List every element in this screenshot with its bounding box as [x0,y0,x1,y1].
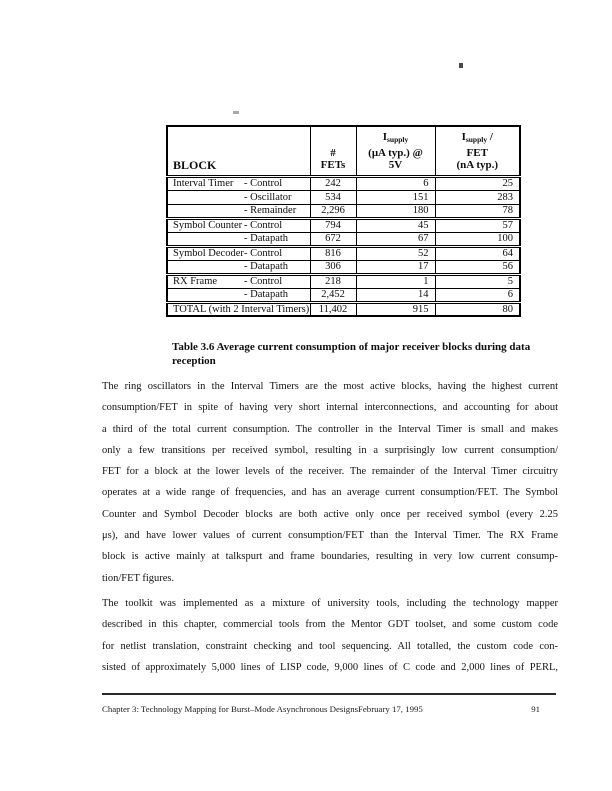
table-row: Symbol Decoder- Control 816 52 64 [167,246,520,260]
table-caption-line2: reception [172,354,216,367]
table-row: - Datapath 306 17 56 [167,260,520,274]
text-line: only a few transitions per received symbol, resulting in a surprisingly low current consumption/ [102,444,558,456]
scan-speck [459,63,463,68]
consumption-table [166,125,521,317]
table-row: Symbol Counter - Control 794 45 57 [167,218,520,232]
table-row: - Remainder 2,296 180 78 [167,204,520,218]
text-line: The toolkit was implemented as a mixture of university tools, including the technology mapper [102,597,558,609]
text-line: block is active mainly at talkspurt and frame boundaries, resulting in very low current consump- [102,551,558,563]
table-caption [172,341,552,368]
text-line: operates at a wide range of frequencies, and has an average current consumption/FET. The Symbol [102,487,558,499]
table-row: - Datapath 672 67 100 [167,232,520,246]
text-line: μs), and have lower values of current consumption/FET than the Interval Timer. The RX Frame [102,530,558,542]
table-row: - Oscillator 534 151 283 [167,190,520,204]
paragraph-1 [102,376,558,589]
table-row: RX Frame - Control 218 1 5 [167,274,520,288]
paragraph-2 [102,593,558,678]
body-text [102,376,558,678]
table-total-row: TOTAL (with 2 Interval Timers) 11,402 915 80 [167,302,520,316]
header-isupply-per-fet: $I_{supply}$ / FET (nA typ.) [435,126,520,176]
footer-rule [102,693,556,695]
header-block: BLOCK [167,126,310,176]
text-line: sisted of approximately 5,000 lines of LISP code, 9,000 lines of C code and 2,000 lines of PERL, [102,661,558,673]
text-line: a third of the total current consumption. The controller in the Interval Timer is small and makes [102,423,558,435]
header-isupply: $I_{supply}$ (μA typ.) @ 5V [356,126,435,176]
scan-speck [233,111,239,114]
table-caption-line1: Table 3.6 Average current consumption of major receiver blocks during data [172,341,531,353]
footer-chapter-title: Chapter 3: Technology Mapping for Burst–Mode Asynchronous DesignsFebruary 17, 1995 [102,704,423,714]
text-line: FET for a block at the lower levels of the receiver. The remainder of the Interval Timer circuitry [102,466,558,478]
text-line: Counter and Symbol Decoder blocks are both active only once per received symbol (every 2.25 [102,508,558,520]
table-header-row [167,126,520,176]
table-row: - Datapath 2,452 14 6 [167,288,520,302]
text-line: described in this chapter, commercial tools from the Mentor GDT toolset, and some custom code [102,619,558,631]
text-line: tion/FET figures. [102,572,175,584]
footer [102,704,540,714]
page-number: 91 [531,704,540,714]
text-line: consumption/FET in spite of having very short internal interconnections, and accounting for about [102,402,558,414]
header-fets: # FETs [310,126,356,176]
text-line: The ring oscillators in the Interval Timers are the most active blocks, having the highest current [102,381,558,392]
text-line: for netlist translation, constraint checking and tool sequencing. All totalled, the custom code con- [102,640,558,652]
table-row: Interval Timer - Control 242 6 25 [167,176,520,190]
